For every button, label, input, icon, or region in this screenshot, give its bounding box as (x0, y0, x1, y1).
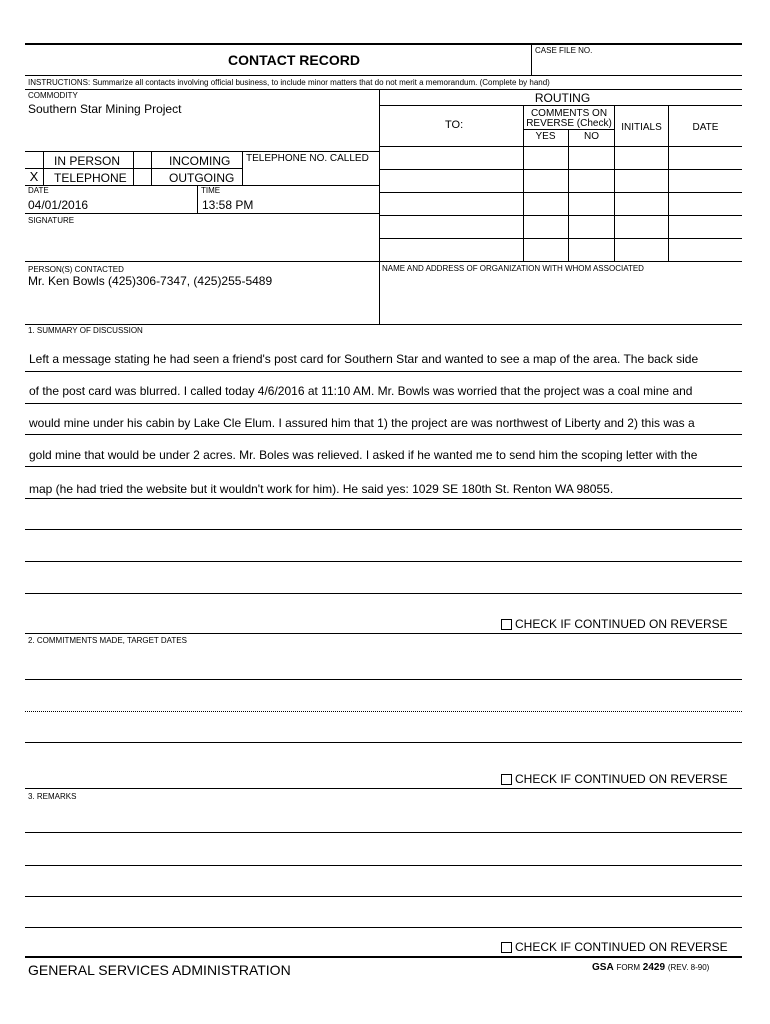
divider (379, 146, 742, 147)
divider (25, 151, 379, 152)
telephone-checkbox-mark[interactable]: X (29, 169, 39, 184)
routing-title: ROUTING (534, 91, 591, 105)
summary-line[interactable]: map (he had tried the website but it wouldn't work for him). He said yes: 1029 SE 180th St. Renton WA 98055. (29, 482, 614, 496)
routing-to-label: TO: (445, 119, 464, 131)
organization-field[interactable] (382, 276, 737, 320)
divider (25, 529, 742, 530)
divider (25, 213, 379, 214)
date-label: DATE (28, 186, 49, 195)
divider (379, 169, 742, 170)
initials-label: INITIALS (621, 122, 662, 133)
summary-label: 1. SUMMARY OF DISCUSSION (28, 326, 143, 335)
date-value[interactable]: 04/01/2016 (28, 198, 89, 212)
person-contacted-value[interactable]: Mr. Ken Bowls (425)306-7347, (425)255-5489 (28, 274, 273, 288)
commitments-continued-label: CHECK IF CONTINUED ON REVERSE (515, 772, 728, 786)
case-file-label: CASE FILE NO. (535, 46, 593, 55)
form-title: CONTACT RECORD (228, 52, 360, 68)
remarks-label: 3. REMARKS (28, 792, 77, 801)
divider (25, 865, 742, 866)
divider (379, 192, 742, 193)
commodity-label: COMMODITY (28, 91, 78, 100)
divider (25, 561, 742, 562)
form-word: FORM (616, 963, 641, 972)
divider (25, 927, 742, 928)
form-number: 2429 (642, 962, 666, 973)
signature-field[interactable] (28, 228, 373, 258)
comments-label-2: REVERSE (Check) (526, 118, 612, 129)
telephone-called-label: TELEPHONE NO. CALLED (246, 153, 369, 164)
commodity-value[interactable]: Southern Star Mining Project (28, 102, 182, 116)
divider (25, 466, 742, 467)
form-id (592, 962, 709, 973)
case-file-divider (531, 43, 532, 75)
divider (379, 105, 742, 106)
footer-agency: GENERAL SERVICES ADMINISTRATION (28, 962, 291, 978)
divider (25, 75, 742, 76)
in-person-checkbox[interactable] (26, 152, 42, 167)
in-person-label: IN PERSON (54, 154, 121, 168)
divider (25, 434, 742, 435)
organization-label: NAME AND ADDRESS OF ORGANIZATION WITH WHOM ASSOCIATED (382, 264, 644, 273)
summary-continued-checkbox[interactable] (501, 619, 512, 630)
summary-line[interactable]: gold mine that would be under 2 acres. Mr. Boles was relieved. I asked if he wanted me to send him the scoping letter with the (29, 448, 698, 462)
form-gsa: GSA (592, 962, 614, 973)
divider (25, 261, 742, 262)
routing-left-border (379, 89, 380, 324)
divider (242, 151, 243, 185)
remarks-continued-label: CHECK IF CONTINUED ON REVERSE (515, 940, 728, 954)
time-value[interactable]: 13:58 PM (202, 198, 254, 212)
commitments-label: 2. COMMITMENTS MADE, TARGET DATES (28, 636, 187, 645)
divider (379, 215, 742, 216)
divider (379, 238, 742, 239)
summary-line[interactable]: Left a message stating he had seen a friend's post card for Southern Star and wanted to see a map of the area. The back side (29, 352, 699, 366)
instructions: INSTRUCTIONS: Summarize all contacts involving official business, to include minor matters that do not merit a memorandum. (Complete by hand) (28, 78, 550, 87)
comments-label-1: COMMENTS ON (530, 108, 608, 119)
yes-label: YES (535, 131, 556, 142)
telephone-label: TELEPHONE (54, 171, 127, 185)
no-label: NO (584, 131, 599, 142)
divider (25, 498, 742, 499)
divider (568, 129, 569, 262)
summary-continued-label: CHECK IF CONTINUED ON REVERSE (515, 617, 728, 631)
divider (25, 742, 742, 743)
outgoing-checkbox[interactable] (134, 169, 150, 184)
remarks-continued-checkbox[interactable] (501, 942, 512, 953)
person-contacted-label: PERSON(S) CONTACTED (28, 265, 124, 274)
divider (25, 711, 742, 712)
divider (25, 788, 742, 789)
divider (25, 403, 742, 404)
divider (197, 185, 198, 213)
divider (25, 371, 742, 372)
divider (25, 832, 742, 833)
routing-date-label: DATE (692, 122, 719, 133)
divider (25, 633, 742, 634)
outgoing-label: OUTGOING (169, 171, 235, 185)
time-label: TIME (201, 186, 221, 195)
top-border (25, 43, 742, 45)
divider (25, 679, 742, 680)
divider (25, 593, 742, 594)
signature-label: SIGNATURE (28, 216, 75, 225)
summary-line[interactable]: of the post card was blurred. I called today 4/6/2016 at 11:10 AM. Mr. Bowls was worried that the project was a coal mine and (29, 384, 693, 398)
divider (25, 89, 742, 90)
divider (25, 324, 742, 325)
incoming-checkbox[interactable] (134, 152, 150, 167)
form-rev: (REV. 8-90) (667, 963, 710, 972)
divider (25, 896, 742, 897)
divider (25, 956, 742, 958)
summary-line[interactable]: would mine under his cabin by Lake Cle Elum. I assured him that 1) the project are was northwest of Liberty and 2) this was a (29, 416, 695, 430)
incoming-label: INCOMING (169, 154, 231, 168)
commitments-continued-checkbox[interactable] (501, 774, 512, 785)
case-file-field[interactable] (533, 56, 738, 74)
